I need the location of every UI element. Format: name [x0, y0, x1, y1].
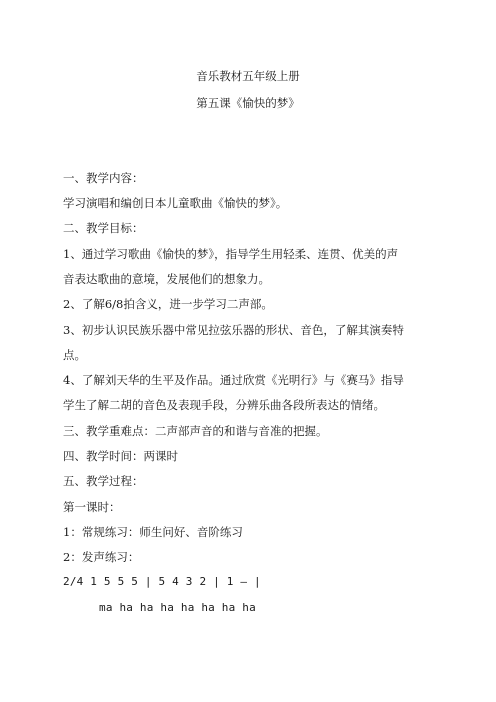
paragraph-line: 1：常规练习：师生问好、音阶练习	[63, 525, 243, 539]
paragraph-line: 学生了解二胡的音色及表现手段，分辨乐曲各段所表达的情绪。	[63, 398, 385, 412]
section-heading-process: 五、教学过程：	[63, 474, 144, 488]
paragraph-line: 4、了解刘天华的生平及作品。通过欣赏《光明行》与《赛马》指导	[63, 373, 404, 387]
document-subtitle: 第五课《愉快的梦》	[196, 96, 300, 110]
section-heading-content: 一、教学内容：	[63, 171, 144, 185]
section-heading-objectives: 二、教学目标：	[63, 221, 144, 235]
section-heading-time: 四、教学时间：两课时	[63, 449, 178, 463]
document-title: 音乐教材五年级上册	[196, 69, 300, 83]
paragraph-line: 学习演唱和编创日本儿童歌曲《愉快的梦》。	[63, 196, 288, 210]
paragraph-line: 第一课时：	[63, 500, 121, 514]
paragraph-line: 2：发声练习：	[63, 550, 140, 564]
paragraph-line: 音表达歌曲的意境，发展他们的想象力。	[63, 272, 270, 286]
paragraph-line: 2、了解6/8拍含义，进一步学习二声部。	[63, 297, 273, 311]
paragraph-line: 点。	[63, 348, 86, 362]
paragraph-line: 1、通过学习歌曲《愉快的梦》，指导学生用轻柔、连贯、优美的声	[63, 247, 399, 261]
music-notation: 2/4 1 5 5 5 | 5 4 3 2 | 1 — |	[63, 575, 261, 588]
music-lyrics: ma ha ha ha ha ha ha ha	[99, 601, 256, 614]
section-heading-key-points: 三、教学重难点：二声部声音的和谐与音准的把握。	[63, 424, 328, 438]
paragraph-line: 3、初步认识民族乐器中常见拉弦乐器的形状、音色，了解其演奏特	[63, 323, 404, 337]
